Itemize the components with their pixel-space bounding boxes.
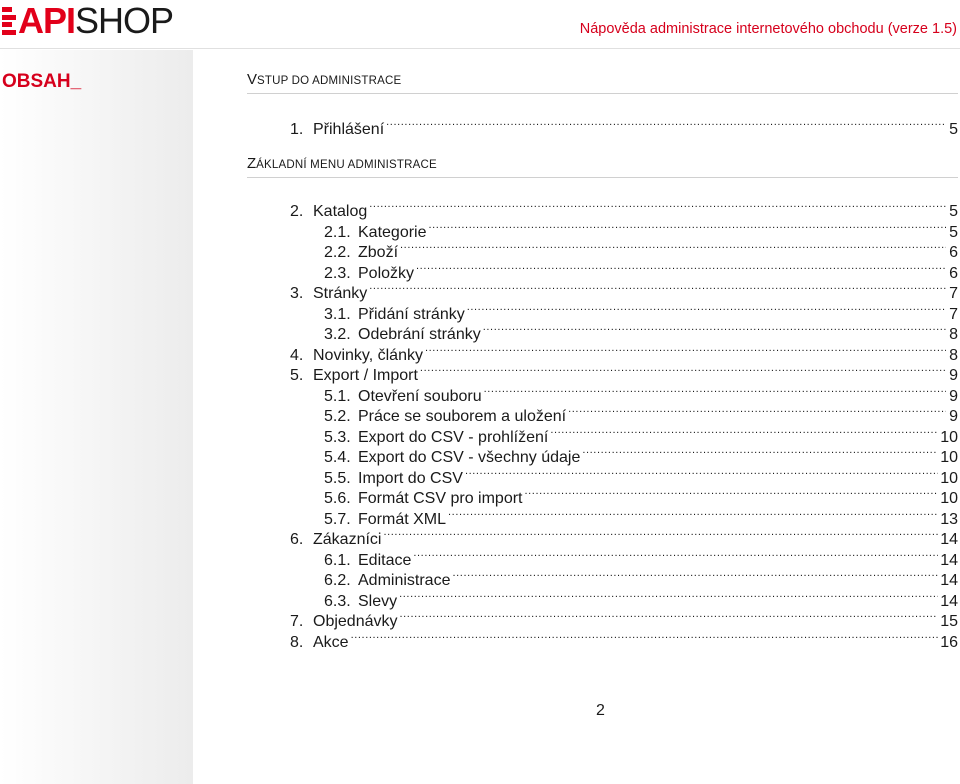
toc-entry-number: 2.2. xyxy=(324,244,351,261)
toc-entry-page: 5 xyxy=(949,223,958,241)
toc-leader-dots xyxy=(413,545,938,565)
toc-leader-dots xyxy=(399,586,938,606)
toc-entry-number: 8. xyxy=(290,633,304,651)
contents-heading: OBSAH_ xyxy=(2,71,82,92)
toc-entry-label: Novinky, články xyxy=(313,346,423,364)
toc-entry-label: Zákazníci xyxy=(313,531,382,548)
toc-entry[interactable] xyxy=(290,565,958,589)
toc-entry-label: Přidání stránky xyxy=(358,305,465,323)
toc-leader-dots xyxy=(483,319,946,339)
toc-entry-number-cell xyxy=(290,120,313,140)
toc-leader-dots xyxy=(416,258,946,278)
section-heading-first-letter: Z xyxy=(247,155,257,172)
toc-entry-number: 2.3. xyxy=(324,264,351,282)
toc-entry-number: 5.5. xyxy=(324,469,351,487)
toc-entry-page: 13 xyxy=(940,510,958,528)
toc-entry-label: Otevření souboru xyxy=(358,387,482,405)
toc-entry[interactable] xyxy=(290,237,958,261)
sidebar-panel xyxy=(0,50,193,784)
toc-entry[interactable] xyxy=(290,586,958,610)
toc-entry[interactable] xyxy=(290,524,958,548)
toc-leader-dots xyxy=(452,565,938,585)
toc-leader-dots xyxy=(465,463,938,483)
toc-entry-page: 5 xyxy=(949,203,958,220)
toc-leader-dots xyxy=(383,524,938,544)
toc-entry[interactable] xyxy=(290,278,958,302)
toc-entry-number: 4. xyxy=(290,346,304,364)
toc-entry-page: 6 xyxy=(949,264,958,282)
toc-leader-dots xyxy=(484,381,946,401)
toc-leader-dots xyxy=(568,401,946,421)
toc-entry-label: Zboží xyxy=(358,244,399,261)
toc-entry-label: Export / Import xyxy=(313,367,418,384)
toc-entry-number: 5. xyxy=(290,367,304,384)
toc-entry[interactable] xyxy=(290,442,958,466)
toc-entry-label: Formát XML xyxy=(358,510,447,528)
toc-entry-number-cell xyxy=(290,633,313,653)
toc-entry[interactable] xyxy=(290,340,958,364)
toc-entry-page: 14 xyxy=(940,592,958,610)
toc-entry-page: 7 xyxy=(949,305,958,323)
toc-entry[interactable] xyxy=(290,401,958,425)
logo-stripes-icon xyxy=(2,7,16,35)
toc-leader-dots xyxy=(369,278,946,298)
toc-entry-number: 2. xyxy=(290,203,304,220)
toc-entry-label: Formát CSV pro import xyxy=(358,490,523,507)
toc-entry-page: 9 xyxy=(949,408,958,425)
toc-entry[interactable] xyxy=(290,360,958,384)
toc-entry[interactable] xyxy=(290,483,958,507)
toc-entry-page: 16 xyxy=(940,633,958,651)
toc-leader-dots xyxy=(550,422,938,442)
toc-entry-page: 8 xyxy=(949,346,958,364)
toc-entry[interactable] xyxy=(290,114,958,138)
toc-entry[interactable] xyxy=(290,299,958,323)
toc-entry[interactable] xyxy=(290,319,958,343)
toc-leader-dots xyxy=(582,442,938,462)
toc-entry-label: Přihlášení xyxy=(313,121,385,138)
toc-entry-label: Katalog xyxy=(313,203,368,220)
document-title: Nápověda administrace internetového obchodu (verze 1.5) xyxy=(579,21,957,37)
toc-leader-dots xyxy=(400,606,939,626)
logo-api-text: API xyxy=(18,0,76,41)
toc-entry-number: 3. xyxy=(290,285,304,302)
toc-entry-page: 8 xyxy=(949,326,958,343)
section-heading-first-letter: V xyxy=(247,71,258,88)
toc-entry-page: 15 xyxy=(940,613,958,630)
toc-leader-dots xyxy=(429,217,947,237)
page-header xyxy=(0,0,960,50)
toc-entry-page: 6 xyxy=(949,244,958,261)
toc-entry-number: 6.2. xyxy=(324,572,351,589)
toc-entry[interactable] xyxy=(290,463,958,487)
toc-entry[interactable] xyxy=(290,196,958,220)
toc-entry-label: Export do CSV - prohlížení xyxy=(358,428,549,446)
toc-entry-label: Práce se souborem a uložení xyxy=(358,408,567,425)
toc-entry-number: 5.2. xyxy=(324,408,351,425)
toc-entry-label: Stránky xyxy=(313,285,368,302)
toc-leader-dots xyxy=(524,483,938,503)
toc-entry-label: Slevy xyxy=(358,592,398,610)
toc-entry-label: Akce xyxy=(313,633,349,651)
toc-entry[interactable] xyxy=(290,422,958,446)
section-heading-rest: STUP DO ADMINISTRACE xyxy=(257,75,402,87)
toc-entry-page: 5 xyxy=(949,121,958,138)
toc-entry[interactable] xyxy=(290,504,958,528)
toc-leader-dots xyxy=(351,627,939,647)
toc-entry-number: 3.1. xyxy=(324,305,351,323)
toc-entry-page: 10 xyxy=(940,449,958,466)
toc-entry[interactable] xyxy=(290,545,958,569)
toc-entry-number: 7. xyxy=(290,613,304,630)
toc-entry-number: 6.3. xyxy=(324,592,351,610)
toc-entry-page: 14 xyxy=(940,531,958,548)
toc-entry-page: 10 xyxy=(940,490,958,507)
toc-entry-number: 6.1. xyxy=(324,551,351,569)
section-heading-rest: ÁKLADNÍ MENU ADMINISTRACE xyxy=(256,159,437,171)
toc-entry-number: 5.7. xyxy=(324,510,351,528)
toc-entry[interactable] xyxy=(290,606,958,630)
toc-entry-number: 5.6. xyxy=(324,490,351,507)
toc-entry-number: 2.1. xyxy=(324,223,351,241)
toc-entry-label: Administrace xyxy=(358,572,451,589)
toc-entry[interactable] xyxy=(290,381,958,405)
toc-entry-page: 9 xyxy=(949,367,958,384)
toc-entry-number: 6. xyxy=(290,531,304,548)
toc-entry-number: 3.2. xyxy=(324,326,351,343)
toc-entry-label: Import do CSV xyxy=(358,469,463,487)
toc-entry-label: Odebrání stránky xyxy=(358,326,481,343)
toc-entry-label: Položky xyxy=(358,264,415,282)
toc-entry-page: 7 xyxy=(949,285,958,302)
toc-entry[interactable] xyxy=(290,217,958,241)
toc-entry-number: 5.1. xyxy=(324,387,351,405)
toc-leader-dots xyxy=(467,299,946,319)
toc-leader-dots xyxy=(425,340,946,360)
logo-shop-text: SHOP xyxy=(75,0,174,41)
toc-entry-page: 14 xyxy=(940,572,958,589)
toc-entry-number: 1. xyxy=(290,121,304,138)
toc-entry-number: 5.4. xyxy=(324,449,351,466)
toc-entry[interactable] xyxy=(290,258,958,282)
toc-entry-label: Kategorie xyxy=(358,223,427,241)
toc-entry-number: 5.3. xyxy=(324,428,351,446)
toc-entry[interactable] xyxy=(290,627,958,651)
header-divider xyxy=(0,48,960,49)
toc-entry-page: 10 xyxy=(940,428,958,446)
apishop-logo xyxy=(2,0,174,41)
toc-entry-page: 9 xyxy=(949,387,958,405)
toc-entry-label: Export do CSV - všechny údaje xyxy=(358,449,581,466)
toc-leader-dots xyxy=(400,237,946,257)
toc-entry-label: Editace xyxy=(358,551,412,569)
page-number: 2 xyxy=(596,702,605,719)
toc-entry-page: 10 xyxy=(940,469,958,487)
toc-leader-dots xyxy=(369,196,946,216)
section-heading-login xyxy=(247,71,958,94)
toc-leader-dots xyxy=(420,360,946,380)
toc-entry-page: 14 xyxy=(940,551,958,569)
toc-leader-dots xyxy=(386,114,946,134)
section-heading-main-menu xyxy=(247,155,958,178)
toc-entry-label: Objednávky xyxy=(313,613,398,630)
toc-leader-dots xyxy=(448,504,938,524)
